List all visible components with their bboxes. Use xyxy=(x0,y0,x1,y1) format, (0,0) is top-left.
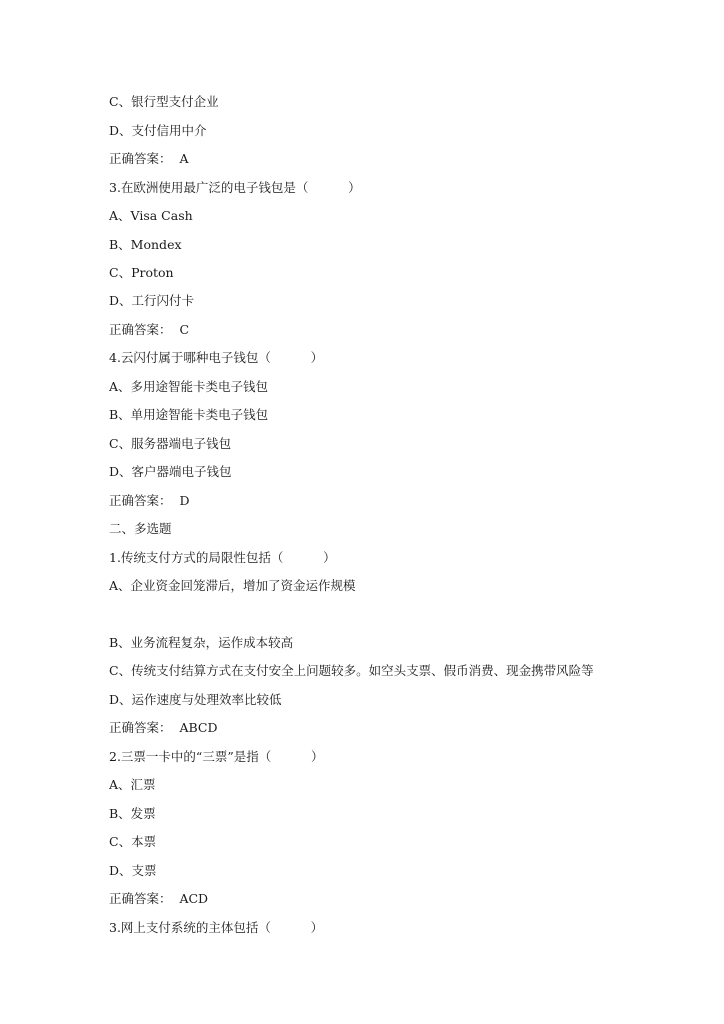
option-d-q4: D、客户器端电子钱包 xyxy=(109,464,232,479)
question-4: 4.云闪付属于哪种电子钱包（ ） xyxy=(109,350,324,365)
mc-option-d-q1: D、运作速度与处理效率比较低 xyxy=(109,692,282,707)
mc-option-b-q2: B、发票 xyxy=(109,806,156,821)
mc-answer-q2: 正确答案： ACD xyxy=(109,891,209,906)
option-a-q3: A、Visa Cash xyxy=(109,208,193,223)
question-3: 3.在欧洲使用最广泛的电子钱包是（ ） xyxy=(109,180,361,195)
option-c-q2: C、银行型支付企业 xyxy=(109,94,219,109)
answer-q4: 正确答案： D xyxy=(109,493,190,508)
mc-option-d-q2: D、支票 xyxy=(109,863,157,878)
mc-question-2: 2.三票一卡中的“三票”是指（ ） xyxy=(109,749,324,764)
option-a-q4: A、多用途智能卡类电子钱包 xyxy=(109,379,269,394)
section-heading: 二、多选题 xyxy=(109,521,172,536)
mc-question-1: 1.传统支付方式的局限性包括（ ） xyxy=(109,550,336,565)
option-c-q4: C、服务器端电子钱包 xyxy=(109,436,232,451)
mc-question-3: 3.网上支付系统的主体包括（ ） xyxy=(109,920,324,935)
mc-option-a-q1: A、企业资金回笼滞后，增加了资金运作规模 xyxy=(109,578,356,593)
mc-option-a-q2: A、汇票 xyxy=(109,777,156,792)
answer-q2: 正确答案： A xyxy=(109,151,189,166)
option-b-q4: B、单用途智能卡类电子钱包 xyxy=(109,407,269,422)
option-c-q3: C、Proton xyxy=(109,265,174,280)
mc-answer-q1: 正确答案： ABCD xyxy=(109,720,218,735)
option-d-q2: D、支付信用中介 xyxy=(109,123,207,138)
answer-q3: 正确答案： C xyxy=(109,322,190,337)
mc-option-c-q2: C、本票 xyxy=(109,834,157,849)
mc-option-b-q1: B、业务流程复杂，运作成本较高 xyxy=(109,635,294,650)
option-b-q3: B、Mondex xyxy=(109,237,182,252)
option-d-q3: D、工行闪付卡 xyxy=(109,293,195,308)
mc-option-c-q1: C、传统支付结算方式在支付安全上问题较多。如空头支票、假币消费、现金携带风险等 xyxy=(109,663,594,678)
